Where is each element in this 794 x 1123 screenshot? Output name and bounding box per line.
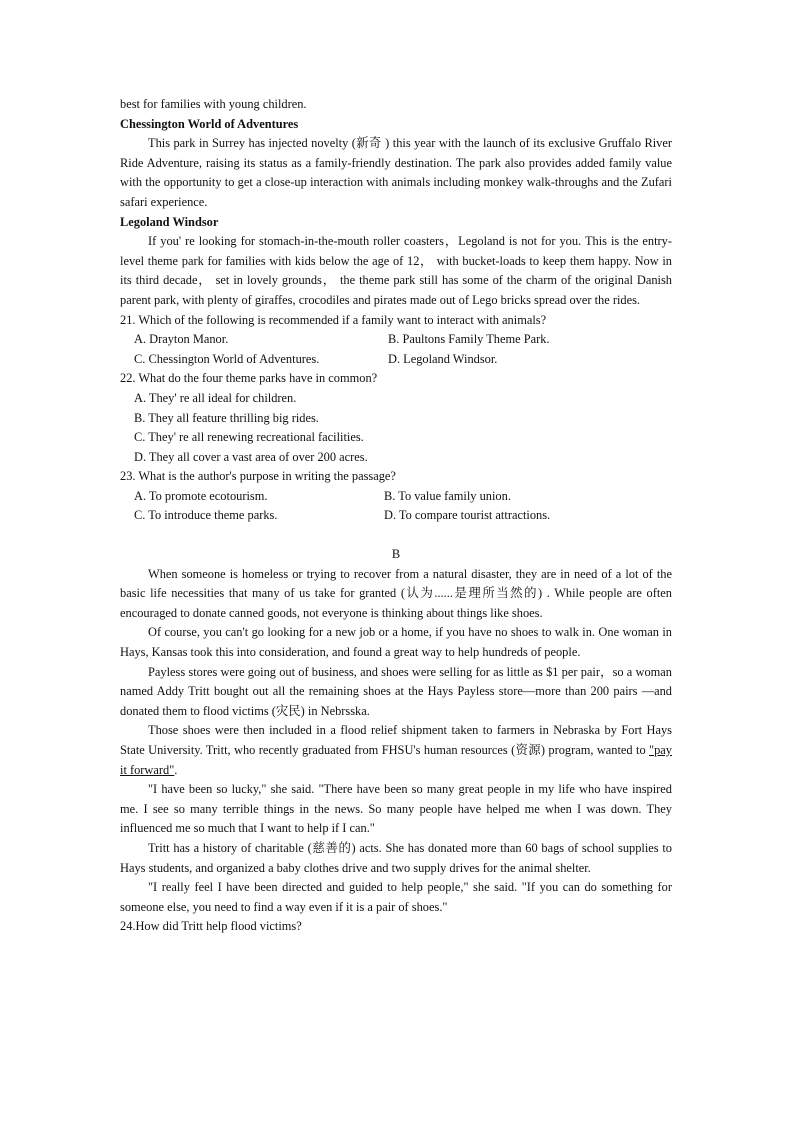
chessington-paragraph: This park in Surrey has injected novelty (新奇 ) this year with the launch of its exclusive Gruffalo River Ride Adventure, raising its status as a family-friendly destination. The park also provides added family value with the opportunity to get a close-up interaction with animals including monkey walk-throughs and the Zufari safari experience. (120, 136, 672, 209)
question-21-options-row2 (120, 350, 672, 370)
paragraph-4-end: . (174, 762, 178, 777)
pay-it-forward-phrase: "pay it forward" (120, 743, 672, 777)
intro-tail: best for families with young children. (120, 97, 307, 111)
passage-b-paragraph-4 (120, 721, 672, 780)
question-23-options-row2 (120, 506, 672, 526)
question-23-option-c: C. To introduce theme parks. (134, 508, 278, 523)
question-23-option-d: D. To compare tourist attractions. (384, 508, 551, 523)
question-23-option-a: A. To promote ecotourism. (134, 488, 268, 503)
legoland-heading: Legoland Windsor (120, 214, 219, 229)
question-22-option-d: D. They all cover a vast area of over 200 acres. (134, 449, 368, 464)
passage-b-paragraph-3: Payless stores were going out of business, and shoes were selling for as little as $1 per pair，so a woman named Addy Tritt bought out all the remaining shoes at the Hays Payless store—more than 200 pairs —and donated them to flood victims (灾民) in Nebrsska. (120, 664, 672, 718)
question-21 (120, 311, 672, 370)
passage-b-paragraph-5: "I have been so lucky," she said. "There have been so many great people in my life who have inspired me. I see so many terrible things in the news. So many people have helped me when I was down. They influenced me so much that I want to help if I can." (120, 782, 672, 836)
legoland-paragraph: If you' re looking for stomach-in-the-mouth roller coasters，Legoland is not for you. This is the entry-level theme park for families with kids below the age of 12， with bucket-loads to keep them happy. Now in its third decade， set in lovely grounds， the theme park still has some of the charm of the original Danish parent park, with plenty of giraffes, crocodiles and pirates made out of Lego bricks spread over the rides. (120, 234, 672, 307)
document-page (120, 95, 672, 937)
question-22-stem: 22. What do the four theme parks have in common? (120, 371, 378, 386)
section-b-label: B (391, 547, 401, 562)
question-21-option-b: B. Paultons Family Theme Park. (388, 332, 550, 347)
question-22-option-b: B. They all feature thrilling big rides. (134, 410, 319, 425)
passage-b-paragraph-6: Tritt has a history of charitable (慈善的) acts. She has donated more than 60 bags of school supplies to Hays students, and organized a baby clothes drive and two supply drives for the animal shelter. (120, 840, 672, 875)
question-22 (120, 369, 672, 467)
question-21-option-c: C. Chessington World of Adventures. (134, 351, 320, 366)
question-23-stem: 23. What is the author's purpose in writing the passage? (120, 469, 396, 484)
passage-b-paragraph-7: "I really feel I have been directed and guided to help people," she said. "If you can do something for someone else, you need to find a way even if it is a pair of shoes." (120, 880, 672, 914)
question-21-options-row1 (120, 330, 672, 350)
question-22-option-c: C. They' re all renewing recreational facilities. (134, 430, 364, 445)
question-23 (120, 467, 672, 526)
passage-b-paragraph-1: When someone is homeless or trying to recover from a natural disaster, they are in need of a lot of the basic life necessities that many of us take for granted (认为......是理所当然的) . While people are often encouraged to donate canned goods, not everyone is thinking about things like shoes. (120, 566, 672, 620)
question-24-stem: 24.How did Tritt help flood victims? (120, 919, 302, 934)
question-21-stem: 21. Which of the following is recommended if a family want to interact with animals? (120, 312, 547, 327)
question-23-option-b: B. To value family union. (384, 488, 511, 503)
passage-b-paragraph-2: Of course, you can't go looking for a new job or a home, if you have no shoes to walk in. One woman in Hays, Kansas took this into consideration, and found a great way to help hundreds of people. (120, 625, 672, 660)
question-21-option-d: D. Legoland Windsor. (388, 351, 498, 366)
question-23-options-row1 (120, 487, 672, 507)
chessington-heading: Chessington World of Adventures (120, 116, 299, 131)
question-21-option-a: A. Drayton Manor. (134, 332, 229, 347)
question-22-option-a: A. They' re all ideal for children. (134, 390, 297, 405)
paragraph-4-text: Those shoes were then included in a flood relief shipment taken to farmers in Nebraska by Fort Hays State University. Tritt, who recently graduated from FHSU's human resources (资源) program, wanted to (120, 723, 672, 757)
